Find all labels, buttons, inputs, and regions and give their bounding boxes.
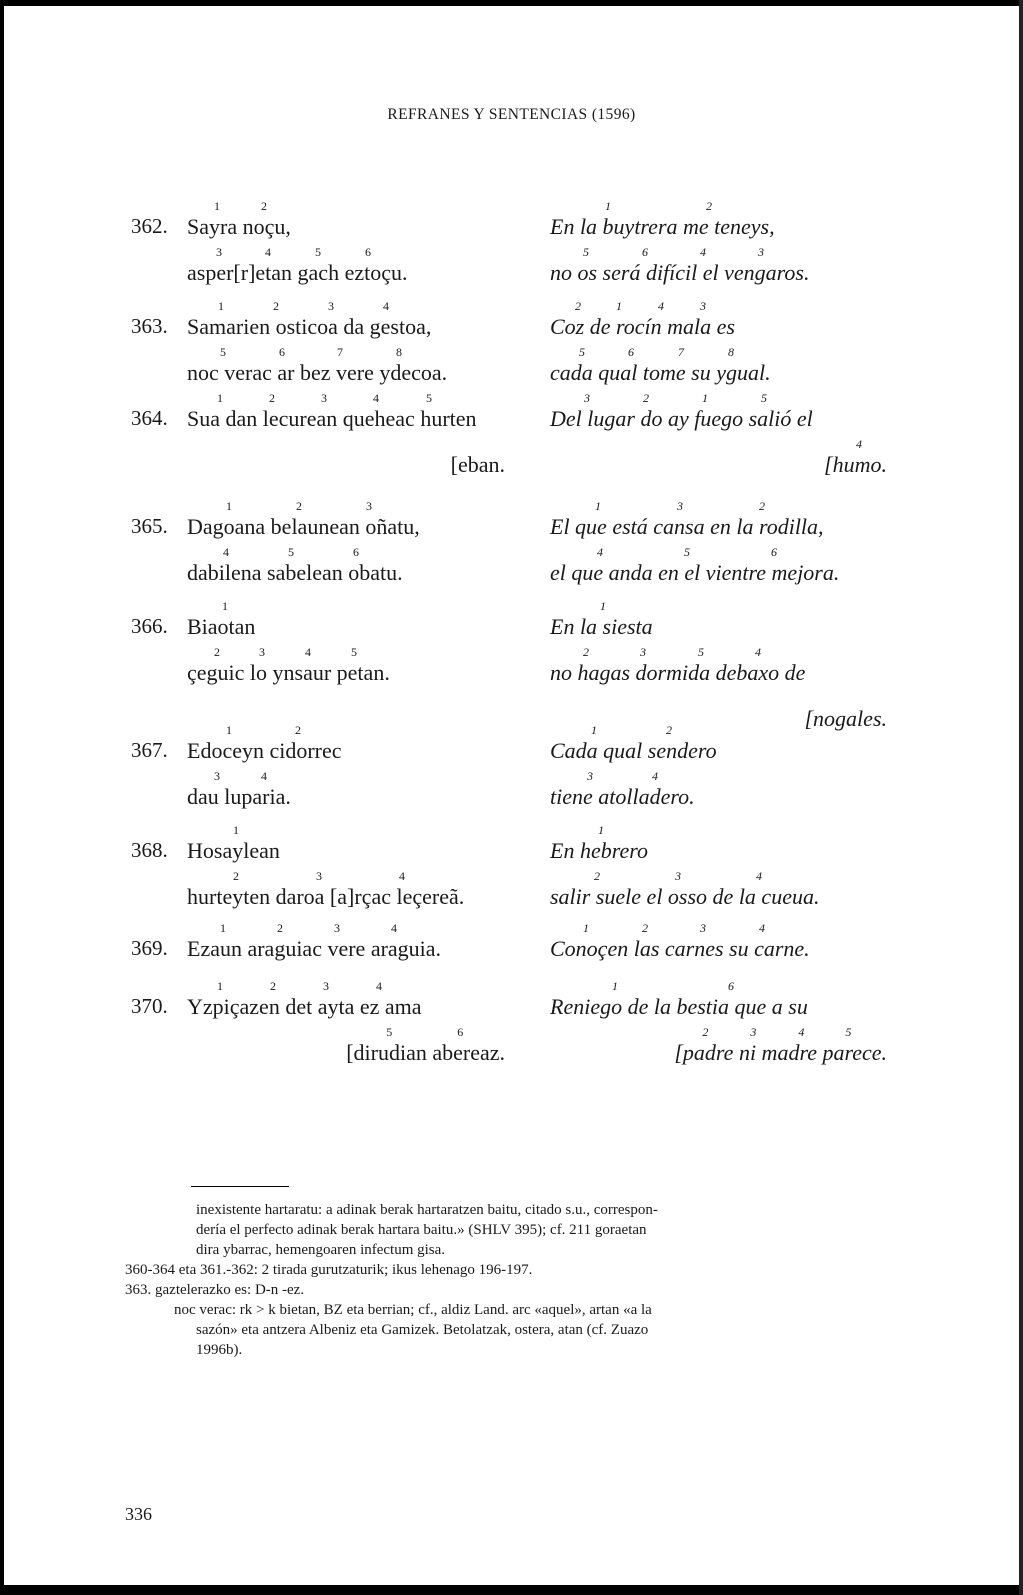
word-order-numeral: 8 <box>728 345 734 359</box>
basque-line <box>187 345 448 385</box>
word-order-numeral: 1 <box>616 299 622 313</box>
spanish-text: Cada qual sendero <box>550 738 717 763</box>
spanish-line <box>550 199 775 239</box>
word-order-numeral: 3 <box>366 499 372 513</box>
word-order-numeral: 3 <box>316 869 322 883</box>
basque-text: noc verac ar bez vere ydecoa. <box>187 360 448 385</box>
word-order-numeral: 4 <box>399 869 405 883</box>
basque-line <box>187 299 432 339</box>
entry-number: 366. <box>131 614 168 638</box>
spanish-text: salir suele el osso de la cueua. <box>550 884 820 909</box>
spanish-text: En hebrero <box>550 838 648 863</box>
basque-line <box>187 769 291 809</box>
basque-text: Hosaylean <box>187 838 280 863</box>
word-order-numeral: 2 <box>759 499 765 513</box>
word-order-numeral: 1 <box>612 979 618 993</box>
entry-number: 368. <box>131 838 168 862</box>
spanish-text: cada qual tome su ygual. <box>550 360 771 385</box>
word-order-numeral: 2 <box>706 199 712 213</box>
word-order-numeral: 4 <box>597 545 603 559</box>
spanish-line <box>550 769 695 809</box>
word-order-numeral: 2 <box>702 1025 709 1039</box>
basque-text: Samarien osticoa da gestoa, <box>187 314 432 339</box>
word-order-numeral: 5 <box>845 1025 852 1039</box>
spanish-text: el que anda en el vientre mejora. <box>550 560 840 585</box>
word-order-numeral: 4 <box>376 979 382 993</box>
basque-line <box>187 869 465 909</box>
entry-number: 362. <box>131 214 168 238</box>
word-order-numeral: 7 <box>337 345 343 359</box>
word-order-numeral: 3 <box>259 645 265 659</box>
word-order-numeral: 6 <box>279 345 285 359</box>
word-order-numeral: 2 <box>575 299 581 313</box>
entry-number: 364. <box>131 406 168 430</box>
footnote-rule <box>191 1186 289 1187</box>
word-order-numeral: 3 <box>758 245 764 259</box>
footnote-line: dería el perfecto adinak berak hartara baitu.» (SHLV 395); cf. 211 goraetan <box>196 1222 647 1238</box>
word-order-numeral: 3 <box>328 299 334 313</box>
word-order-numeral: 1 <box>217 979 223 993</box>
word-order-numeral: 4 <box>383 299 389 313</box>
word-order-numeral: 1 <box>222 599 228 613</box>
basque-text: hurteyten daroa [a]rçac leçereã. <box>187 884 465 909</box>
word-order-numeral: 6 <box>771 545 777 559</box>
word-order-numeral: 6 <box>457 1025 464 1039</box>
spanish-text: Conoçen las carnes su carne. <box>550 936 810 961</box>
word-order-numeral: 3 <box>750 1025 757 1039</box>
basque-text: Ezaun araguiac vere araguia. <box>187 936 442 961</box>
running-head: REFRANES Y SENTENCIAS (1596) <box>387 106 636 123</box>
word-order-numeral: 1 <box>702 391 708 405</box>
basque-line <box>187 199 291 239</box>
word-order-numeral: 2 <box>666 723 672 737</box>
word-order-numeral: 1 <box>226 723 232 737</box>
word-order-numeral: 4 <box>265 245 271 259</box>
spanish-text: El que está cansa en la rodilla, <box>550 514 824 539</box>
basque-line <box>187 391 477 431</box>
basque-line <box>451 454 505 476</box>
word-order-numeral: 4 <box>652 769 658 783</box>
word-order-numeral: 4 <box>373 391 379 405</box>
spanish-line <box>550 499 824 539</box>
scan-edge-right <box>1019 0 1023 1595</box>
basque-line <box>187 245 408 285</box>
scan-edge-bottom <box>0 1585 1023 1595</box>
word-order-numeral: 2 <box>214 645 220 659</box>
word-order-numeral: 5 <box>386 1025 393 1039</box>
word-order-numeral: 1 <box>591 723 597 737</box>
basque-line <box>187 545 403 585</box>
footnote-line: 363. gaztelerazko es: D-n -ez. <box>125 1282 305 1298</box>
spanish-line <box>550 299 735 339</box>
word-order-numeral: 1 <box>217 391 223 405</box>
word-order-numeral: 8 <box>396 345 402 359</box>
word-order-numeral: 5 <box>684 545 690 559</box>
word-order-numeral: 1 <box>214 199 220 213</box>
word-order-numeral: 2 <box>270 979 276 993</box>
basque-line <box>187 823 280 863</box>
word-order-numeral: 5 <box>698 645 704 659</box>
word-order-numeral: 2 <box>233 869 239 883</box>
entry-number: 369. <box>131 936 168 960</box>
word-order-numeral: 3 <box>214 769 220 783</box>
spanish-line <box>550 245 810 285</box>
basque-text: Sayra noçu, <box>187 214 291 239</box>
word-order-numeral: 3 <box>677 499 683 513</box>
spanish-text: tiene atolladero. <box>550 784 695 809</box>
scan-edge-left <box>0 0 4 1595</box>
footnote-line: sazón» eta antzera Albeniz eta Gamizek. Betolatzak, ostera, atan (cf. Zuazo <box>196 1322 649 1338</box>
word-order-numeral: 4 <box>798 1025 805 1039</box>
spanish-line <box>550 723 717 763</box>
word-order-numeral: 2 <box>273 299 279 313</box>
basque-line <box>187 645 390 685</box>
word-order-numeral: 2 <box>583 645 589 659</box>
spanish-text: Del lugar do ay fuego salió el <box>550 406 813 431</box>
word-order-numeral: 1 <box>220 921 226 935</box>
word-order-numeral: 3 <box>216 245 222 259</box>
spanish-line <box>805 708 888 730</box>
footnote-line: dira ybarrac, hemengoaren infectum gisa. <box>196 1242 446 1258</box>
word-order-numeral: 3 <box>640 645 646 659</box>
page-number: 336 <box>125 1504 152 1524</box>
word-order-numeral: 1 <box>218 299 224 313</box>
word-order-numeral: 2 <box>642 921 648 935</box>
spanish-text: no hagas dormida debaxo de <box>550 660 806 685</box>
word-order-numeral: 3 <box>587 769 593 783</box>
spanish-line <box>550 979 808 1019</box>
basque-text: Biaotan <box>187 614 256 639</box>
word-order-numeral: 2 <box>269 391 275 405</box>
basque-line <box>346 1025 505 1065</box>
word-order-numeral: 3 <box>675 869 681 883</box>
word-order-numeral: 6 <box>365 245 371 259</box>
spanish-line <box>550 645 806 685</box>
word-order-numeral: 4 <box>658 299 664 313</box>
spanish-line <box>550 823 648 863</box>
word-order-numeral: 1 <box>233 823 239 837</box>
word-order-numeral: 6 <box>728 979 734 993</box>
word-order-numeral: 6 <box>642 245 648 259</box>
basque-text: Yzpiçazen det ayta ez ama <box>187 994 422 1019</box>
word-order-numeral: 5 <box>315 245 321 259</box>
basque-line <box>187 979 422 1019</box>
word-order-numeral: 5 <box>351 645 357 659</box>
word-order-numeral: 5 <box>761 391 767 405</box>
word-order-numeral: 2 <box>643 391 649 405</box>
spanish-line <box>550 391 813 431</box>
word-order-numeral: 2 <box>296 499 302 513</box>
word-order-numeral: 4 <box>305 645 311 659</box>
word-order-numeral: 2 <box>277 921 283 935</box>
word-order-numeral: 7 <box>678 345 684 359</box>
spanish-text: En la siesta <box>550 614 653 639</box>
word-order-numeral: 3 <box>334 921 340 935</box>
basque-line <box>187 921 442 961</box>
entry-number: 367. <box>131 738 168 762</box>
spanish-line <box>824 437 887 477</box>
word-order-numeral: 4 <box>223 545 229 559</box>
basque-text: dau luparia. <box>187 784 291 809</box>
word-order-numeral: 5 <box>220 345 226 359</box>
spanish-text: [padre ni madre parece. <box>674 1040 887 1065</box>
spanish-line <box>550 921 810 961</box>
entry-number: 365. <box>131 514 168 538</box>
word-order-numeral: 3 <box>584 391 590 405</box>
entry-number: 363. <box>131 314 168 338</box>
spanish-line <box>550 545 840 585</box>
word-order-numeral: 1 <box>605 199 611 213</box>
word-order-numeral: 2 <box>295 723 301 737</box>
basque-text: dabilena sabelean obatu. <box>187 560 403 585</box>
basque-text: [dirudian abereaz. <box>346 1040 505 1065</box>
word-order-numeral: 1 <box>598 823 604 837</box>
word-order-numeral: 2 <box>594 869 600 883</box>
footnote-line: 360-364 eta 361.-362: 2 tirada gurutzaturik; ikus lehenago 196-197. <box>125 1262 533 1278</box>
word-order-numeral: 1 <box>226 499 232 513</box>
basque-text: [eban. <box>450 452 505 477</box>
word-order-numeral: 5 <box>583 245 589 259</box>
spanish-line <box>550 869 820 909</box>
spanish-line <box>550 345 771 385</box>
word-order-numeral: 4 <box>391 921 397 935</box>
basque-text: Sua dan lecurean queheac hurten <box>187 406 477 431</box>
word-order-numeral: 3 <box>321 391 327 405</box>
spanish-line <box>550 599 653 639</box>
spanish-text: Reniego de la bestia que a su <box>550 994 808 1019</box>
spanish-text: no os será difícil el vengaros. <box>550 260 810 285</box>
word-order-numeral: 6 <box>628 345 634 359</box>
scan-edge-top <box>0 0 1023 6</box>
basque-text: Edoceyn cidorrec <box>187 738 342 763</box>
word-order-numeral: 5 <box>579 345 585 359</box>
basque-text: Dagoana belaunean oñatu, <box>187 514 420 539</box>
entry-number: 370. <box>131 994 168 1018</box>
basque-line <box>187 499 420 539</box>
footnote-line: 1996b). <box>196 1342 243 1358</box>
footnote-line: noc verac: rk > k bietan, BZ eta berrian; cf., aldiz Land. arc «aquel», artan «a la <box>174 1302 652 1318</box>
basque-line <box>187 723 342 763</box>
word-order-numeral: 4 <box>756 869 762 883</box>
word-order-numeral: 1 <box>595 499 601 513</box>
word-order-numeral: 4 <box>755 645 761 659</box>
word-order-numeral: 4 <box>759 921 765 935</box>
spanish-text: Coz de rocín mala es <box>550 314 735 339</box>
spanish-text: [nogales. <box>804 706 887 731</box>
word-order-numeral: 5 <box>426 391 432 405</box>
basque-text: asper[r]etan gach eztoçu. <box>187 260 408 285</box>
word-order-numeral: 1 <box>600 599 606 613</box>
spanish-line <box>674 1025 887 1065</box>
word-order-numeral: 3 <box>700 921 706 935</box>
word-order-numeral: 5 <box>288 545 294 559</box>
footnotes <box>125 1200 895 1360</box>
word-order-numeral: 4 <box>856 437 863 451</box>
word-order-numeral: 3 <box>323 979 329 993</box>
word-order-numeral: 1 <box>583 921 589 935</box>
word-order-numeral: 2 <box>261 199 267 213</box>
spanish-text: [humo. <box>824 452 887 477</box>
footnote-line: inexistente hartaratu: a adinak berak hartaratzen baitu, citado s.u., correspon- <box>196 1202 658 1218</box>
spanish-text: En la buytrera me teneys, <box>550 214 775 239</box>
basque-text: çeguic lo ynsaur petan. <box>187 660 390 685</box>
word-order-numeral: 6 <box>353 545 359 559</box>
basque-line <box>187 599 256 639</box>
word-order-numeral: 4 <box>700 245 706 259</box>
word-order-numeral: 3 <box>700 299 706 313</box>
word-order-numeral: 4 <box>261 769 267 783</box>
